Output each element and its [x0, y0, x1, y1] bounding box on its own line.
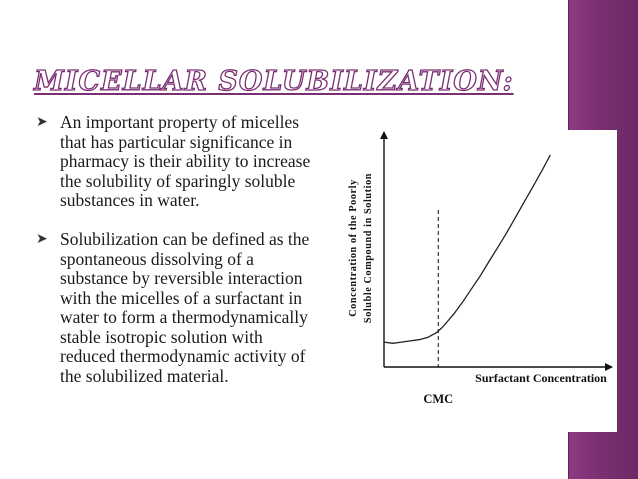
arrow-bullet-icon: ➤: [36, 115, 48, 130]
bullet-item: [36, 113, 321, 211]
y-axis-label: Concentration of the Poorly: [348, 179, 359, 317]
arrow-bullet-icon: ➤: [36, 232, 48, 247]
bullet-text: Solubilization can be defined as the spontaneous dissolving of a substance by reversible interaction with the micelles of a surfactant in water to form a thermodynamically stable isotropic solution with reduced thermodynamic activity of the solubilized material.: [60, 229, 310, 386]
x-axis-label: Surfactant Concentration: [475, 371, 607, 385]
series-line: [384, 155, 550, 343]
y-axis-label: Soluble Compound in Solution: [363, 172, 374, 324]
bullet-text: An important property of micelles that has particular significance in pharmacy is their ability to increase the solubility of sparingly soluble substances in water.: [60, 112, 311, 210]
slide-title: MICELLAR SOLUBILIZATION:: [34, 66, 514, 97]
bullet-item: [36, 230, 321, 386]
cmc-label: CMC: [423, 392, 454, 406]
bullet-list: [36, 113, 321, 386]
solubility-chart: [321, 130, 617, 432]
